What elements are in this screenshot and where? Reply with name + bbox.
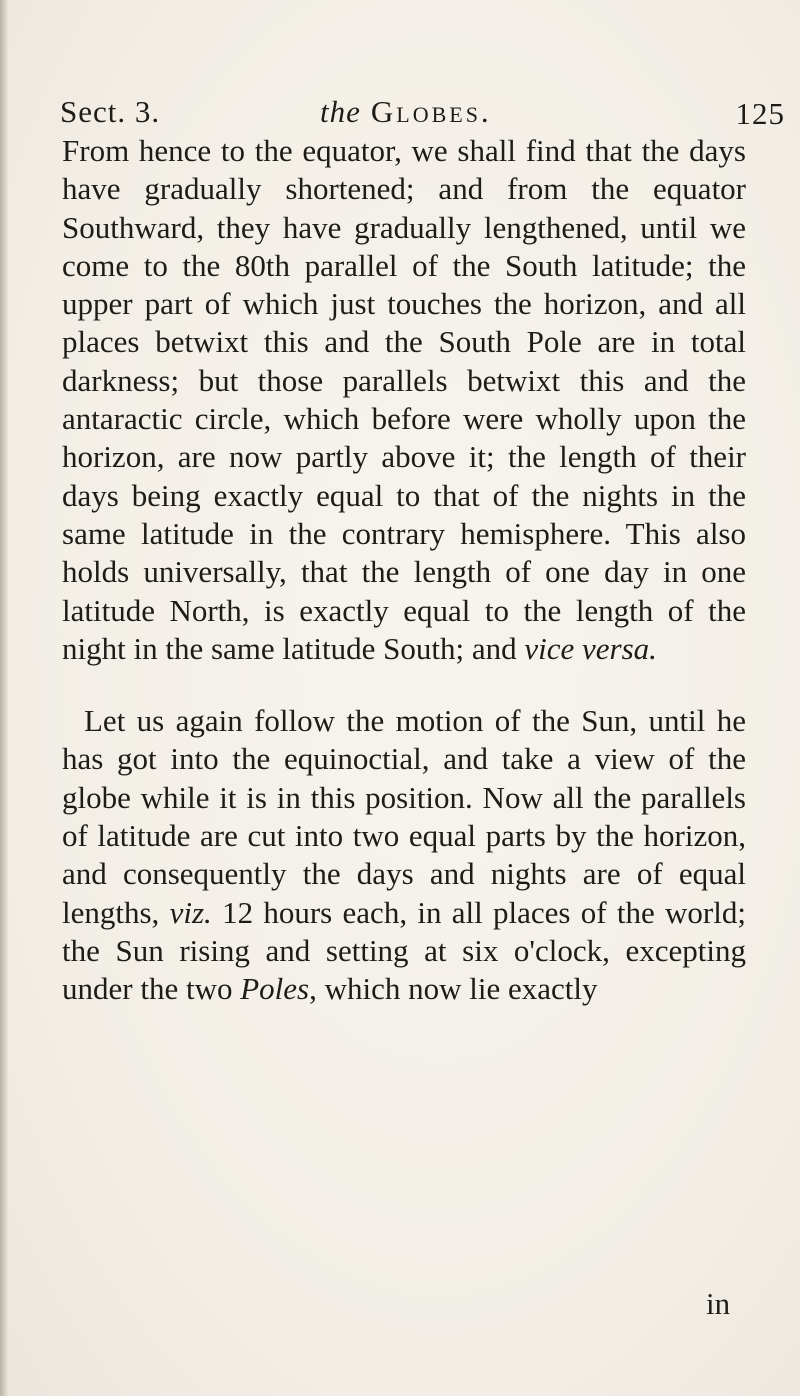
- catchword: in: [706, 1286, 731, 1321]
- paragraph-1-text: From hence to the equator, we shall find that the days have gradually shortened; and from the equator Southward, they have gradually lengthened, until we come to the 80th parallel of the South latitude; the upper part of which just touches the horizon, and all places betwixt this and the South Pole are in total darkness; but those parallels betwixt this and the antaractic circle, which before were wholly upon the horizon, are now partly above it; the length of their days being exactly equal to that of the nights in the same latitude in the contrary hemisphere. This also holds universally, that the length of one day in one latitude North, is exactly equal to the length of the night in the same latitude South; and: [62, 133, 746, 666]
- paragraph-2: [62, 702, 746, 1008]
- paragraph-2-italic-viz: viz.: [169, 894, 212, 930]
- page-gutter-edge: [0, 0, 8, 1396]
- paragraph-2-text-c: , which now lie exactly: [309, 971, 598, 1007]
- running-title-article: the: [320, 94, 361, 129]
- paragraph-2-text-b: 12 hours each, in all places of the world; the Sun rising and setting at six o'clock, excepting under the two: [62, 894, 746, 1007]
- running-title: [320, 94, 492, 130]
- paragraph-2-italic-poles: Poles: [240, 971, 310, 1007]
- running-title-main: Globes.: [370, 94, 492, 129]
- page-number: 125: [735, 96, 785, 131]
- body-text: [62, 132, 746, 1009]
- paragraph-1: [62, 132, 746, 668]
- paragraph-2-text-a: Let us again follow the motion of the Sun, until he has got into the equinoctial, and take a view of the globe while it is in this position. Now all the parallels of latitude are cut into two equal parts by the horizon, and consequently the days and nights are of equal lengths,: [62, 703, 746, 930]
- section-label: Sect. 3.: [60, 94, 161, 129]
- paragraph-1-italic-vice-versa: vice versa.: [524, 630, 657, 666]
- running-header: [60, 94, 785, 134]
